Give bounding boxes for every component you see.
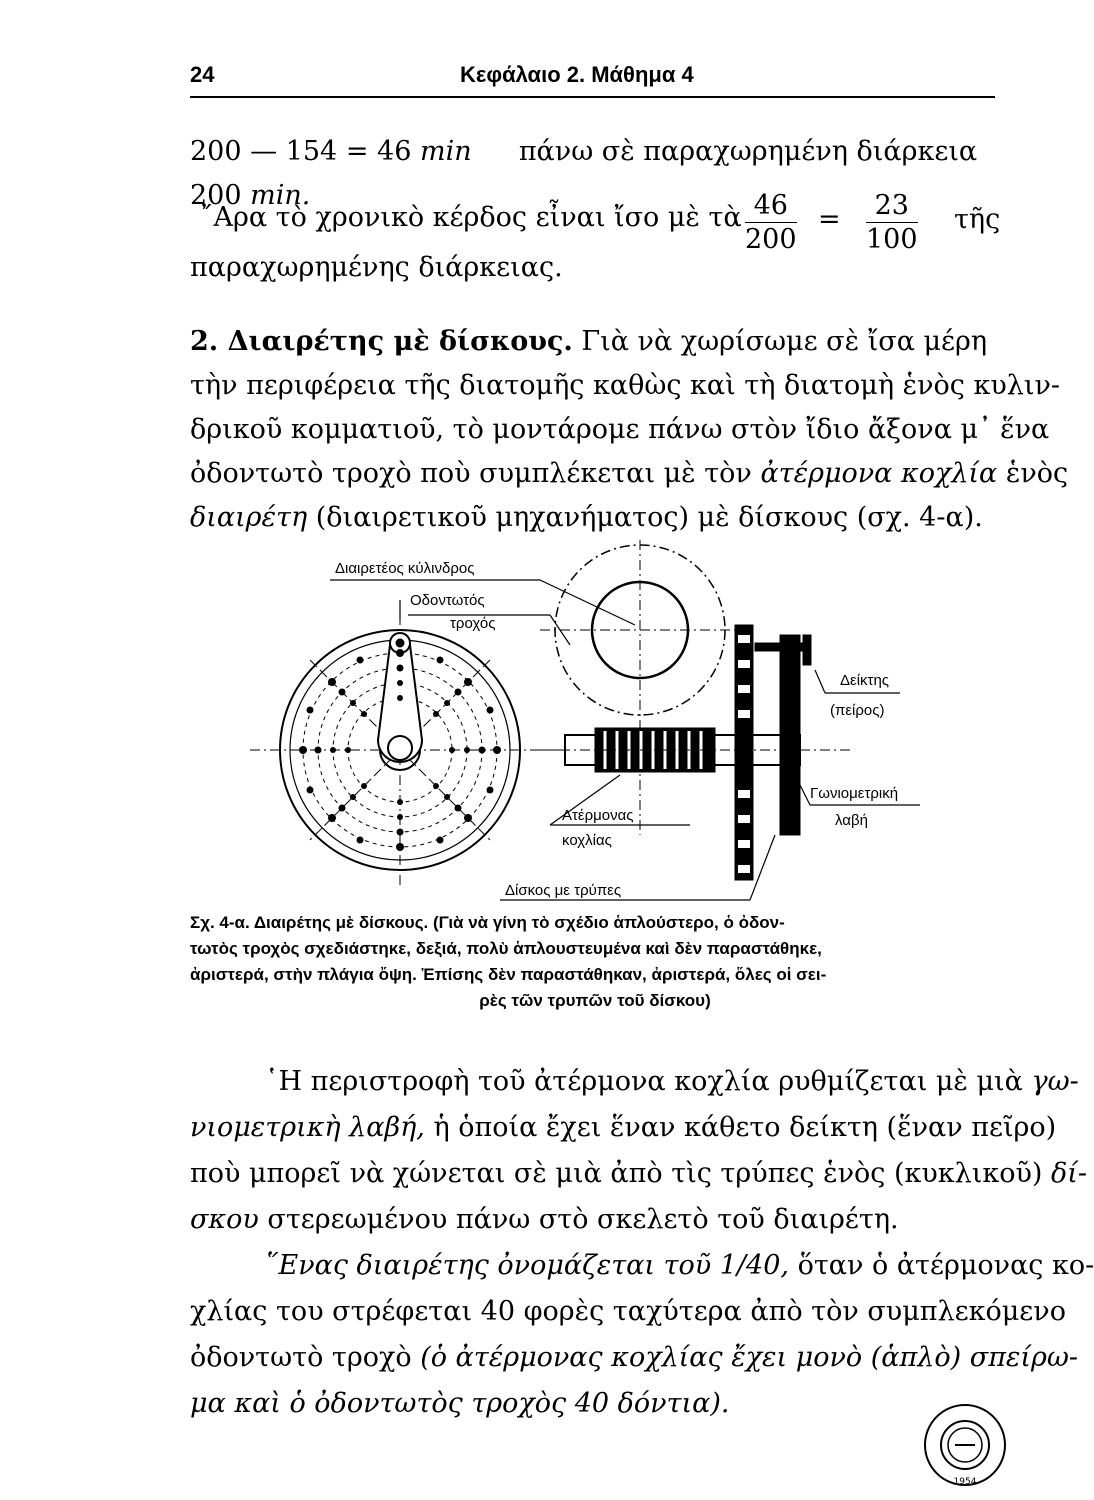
- body-text: ῾Η περιστροφὴ τοῦ ἀτέρμονα κοχλία ρυθμίζεται μὲ μιὰ: [265, 1066, 1023, 1097]
- body-term: ῞Ενας διαιρέτης ὀνομάζεται τοῦ 1/40,: [265, 1250, 789, 1281]
- foundation-seal-logo: [920, 1400, 1010, 1490]
- section-text: (διαιρετικοῦ μηχανήματος) μὲ δίσκους (σχ. 4-α).: [315, 502, 983, 533]
- label-handle: Γωνιομετρική: [810, 785, 899, 802]
- fraction-numerator: 23: [866, 190, 918, 223]
- page-number: 24: [190, 62, 215, 87]
- fraction-numerator: 46: [745, 190, 797, 223]
- section-text: ὀδοντωτὸ τροχὸ ποὺ συμπλέκεται μὲ τὸν: [190, 458, 752, 489]
- label-pointer: Δείκτης: [840, 672, 890, 689]
- body-text: ποὺ μπορεῖ νὰ χώνεται σὲ μιὰ ἀπὸ τὶς τρύπες ἑνὸς (κυκλικοῦ): [190, 1158, 1043, 1189]
- section-term: διαιρέτη: [190, 502, 308, 533]
- label-gear: Οδοντωτός: [410, 592, 485, 609]
- gear-wheel: [540, 540, 740, 835]
- label-disc: Δίσκος με τρύπες: [505, 882, 622, 899]
- section-text: δρικοῦ κομματιοῦ, τὸ μοντάρομε πάνω στὸν ἴδιο ἄξονα μ᾽ ἕνα: [190, 414, 1050, 445]
- dividing-head-diagram: [250, 535, 990, 915]
- fraction-46-200: [745, 190, 797, 257]
- equation-text-b: πάνω σὲ παραχωρημένη διάρκεια 200: [190, 136, 978, 211]
- body-term: νιομετρικὴ λαβή,: [190, 1112, 425, 1143]
- label-handle-2: λαβή: [835, 812, 868, 829]
- caption-line: Σχ. 4-α. Διαιρέτης μὲ δίσκους. (Γιὰ νὰ γίνη τὸ σχέδιο ἁπλούστερο, ὁ ὀδον-: [190, 913, 785, 932]
- label-gear-2: τροχός: [450, 615, 496, 632]
- section-term: ἀτέρμονα κοχλία: [760, 458, 998, 489]
- caption-line: ἀριστερά, στὴν πλάγια ὄψη. Ἐπίσης δὲν παραστάθηκαν, ἀριστερά, ὅλες οἱ σει-: [190, 965, 827, 984]
- equation-unit: min: [419, 136, 472, 167]
- fraction-denominator: 200: [745, 224, 797, 255]
- caption-line: τωτὸς τροχὸς σχεδιάστηκε, δεξιά, πολὺ ἁπλουστευμένα καὶ δὲν παραστάθηκε,: [190, 939, 822, 958]
- fraction-denominator: 100: [866, 224, 918, 255]
- body-term: δί-: [1051, 1158, 1087, 1189]
- worm-shaft: [540, 728, 850, 772]
- body-term: γω-: [1031, 1066, 1079, 1097]
- fraction-23-100: [866, 190, 918, 257]
- section-divider-with-discs: [190, 320, 1069, 540]
- caption-line: ρὲς τῶν τρυπῶν τοῦ δίσκου): [479, 991, 711, 1010]
- section-text: ἑνὸς: [1005, 458, 1069, 489]
- fraction-tail: τῆς: [954, 204, 1001, 235]
- body-text: στερεωμένου πάνω στὸ σκελετὸ τοῦ διαιρέτη.: [267, 1204, 899, 1235]
- chapter-title: Κεφάλαιο 2. Μάθημα 4: [460, 62, 694, 87]
- body-text: ὅταν ὁ ἀτέρμονας κο-: [797, 1250, 1094, 1281]
- label-cylinder: Διαιρετέος κύλινδρος: [335, 560, 475, 577]
- equation-text: 200 — 154 = 46: [190, 136, 412, 167]
- section-heading: 2. Διαιρέτης μὲ δίσκους.: [190, 326, 573, 357]
- label-pointer-2: (πείρος): [830, 702, 885, 719]
- body-text: ἡ ὁποία ἔχει ἕναν κάθετο δείκτη (ἕναν πεῖρο): [433, 1112, 1057, 1143]
- body-text: ὀδοντωτὸ τροχὸ: [190, 1342, 412, 1373]
- equation-unit-b: min.: [250, 180, 311, 211]
- body-term: (ὁ ἀτέρμονας κοχλίας ἔχει μονὸ (ἁπλὸ) σπείρω-: [420, 1342, 1079, 1373]
- fraction-lead-text: ῎Αρα τὸ χρονικὸ κέρδος εἶναι ἴσο μὲ τὰ: [200, 202, 742, 233]
- section-text: Γιὰ νὰ χωρίσωμε σὲ ἴσα μέρη: [572, 326, 988, 357]
- body-term: μα καὶ ὁ ὀδοντωτὸς τροχὸς 40 δόντια).: [190, 1388, 730, 1419]
- seal-year: 1954: [953, 1477, 977, 1487]
- figure-dividing-head: [250, 535, 990, 915]
- paragraph-continuation: παραχωρημένης διάρκειας.: [190, 252, 563, 283]
- label-worm-2: κοχλίας: [562, 832, 612, 849]
- label-worm: Ατέρμονας: [562, 807, 634, 824]
- figure-caption: [190, 910, 1000, 1014]
- running-header: [190, 62, 995, 98]
- body-text: χλίας του στρέφεται 40 φορὲς ταχύτερα ἀπὸ τὸν συμπλεκόμενο: [190, 1296, 1066, 1327]
- body-paragraphs: [190, 1060, 1094, 1428]
- section-text: τὴν περιφέρεια τῆς διατομῆς καθὼς καὶ τὴ διατομὴ ἑνὸς κυλιν-: [190, 370, 1060, 401]
- equals-sign: =: [818, 204, 841, 235]
- body-term: σκου: [190, 1204, 259, 1235]
